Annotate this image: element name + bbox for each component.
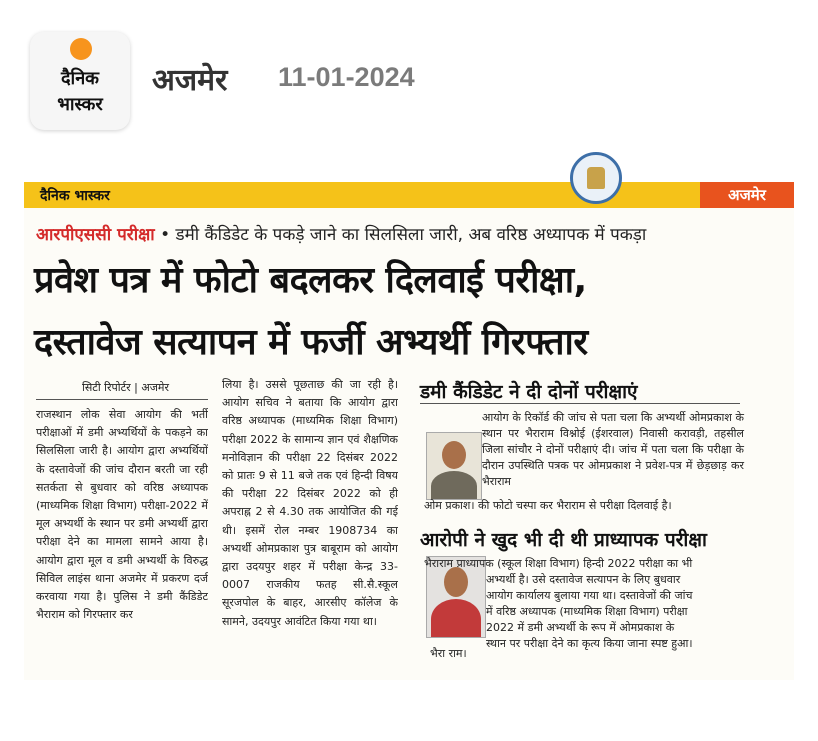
divider [420,403,740,404]
headline-line1: प्रवेश पत्र में फोटो बदलकर दिलवाई परीक्षा, [34,260,587,301]
sidebar2-line: स्थान पर परीक्षा देने का कृत्य किया जाना स्पष्ट हुआ। [486,637,693,650]
headline-line2: दस्तावेज सत्यापन में फर्जी अभ्यर्थी गिरफ्तार [34,322,588,363]
dainik-bhaskar-logo [30,32,130,130]
rpsc-emblem-icon [570,152,622,204]
sidebar2-line: भैराराम प्राध्यापक (स्कूल शिक्षा विभाग) हिन्दी 2022 परीक्षा का भी [424,557,693,570]
sidebar1-text: आयोग के रिकॉर्ड की जांच से पता चला कि अभ्यर्थी ओमप्रकाश के स्थान पर भैराराम विश्नोई (ईशरवाल) निवासी करावड़ी, तहसील जिला सांचौर ने दोनों परीक्षाएं दी। जांच में पता चला कि परीक्षा के दौरान उपस्थिति पत्रक पर ओमप्रकाश ने प्रवेश-पत्र में छेड़छाड़ कर भैराराम [482,411,744,488]
sidebar2-line: 2022 में डमी अभ्यर्थी के रूप में ओमप्रकाश के [486,621,675,634]
sidebar2-line: अभ्यर्थी है। उसे दस्तावेज सत्यापन के लिए बुधवार [486,573,681,586]
article-column-2: लिया है। उससे पूछताछ की जा रही है। आयोग सचिव ने बताया कि आयोग द्वारा वरिष्ठ अध्यापक (माध्यमिक शिक्षा विभाग) परीक्षा 2022 के सामान्य ज्ञान एवं शैक्षणिक मनोविज्ञान की परीक्षा 22 दिसंबर 2022 को प्रातः 9 से 11 बजे तक एवं हिन्दी विषय की परीक्षा 22 दिसंबर 2022 को ही अपराह्न 2 से 4.30 तक आयोजित की गई थी। इसमें रोल नम्बर 1908734 का अभ्यर्थी ओमप्रकाश पुत्र बाबूराम को आयोग द्वारा उदयपुर शहर में परीक्षा केन्द्र 33-0007 राजकीय फतह सी.सै.स्कूल सूरजपोल के बाहर, आरसीए कॉलेज के सामने, उदयपुर आवंटित किया गया था। [222,378,398,628]
sidebar2-title: आरोपी ने खुद भी दी थी प्राध्यापक परीक्षा [420,529,707,551]
sun-icon [70,38,92,60]
kicker-label: आरपीएससी परीक्षा [36,225,155,245]
band-brand: दैनिक भास्कर [40,188,110,204]
header-city: अजमेर [152,63,228,98]
article-column-1: राजस्थान लोक सेवा आयोग की भर्ती परीक्षाओं में डमी अभ्यर्थियों के पकड़ने का सिलसिला जारी है। आयोग द्वारा अभ्यर्थियों के दस्तावेजों की जांच दौरान बरती जा रही सतर्कता से बुधवार को वरिष्ठ अध्यापक (माध्यमिक शिक्षा विभाग) परीक्षा-2022 में मूल अभ्यर्थी के स्थान पर डमी अभ्यर्थी द्वारा परीक्षा देने का मामला सामने आया है। आयोग द्वारा मूल व डमी अभ्यर्थी के विरुद्ध सिविल लाइंस थाना अजमेर में प्रकरण दर्ज करवाया गया है। पुलिस ने डमी कैंडिडेट भैराराम को गिरफ्तार कर [36,408,208,622]
sidebar1-title: डमी कैंडिडेट ने दी दोनों परीक्षाएं [420,381,638,403]
kicker-text: • डमी कैंडिडेट के पकड़े जाने का सिलसिला जारी, अब वरिष्ठ अध्यापक में पकड़ा [154,225,647,245]
masthead-band [24,182,794,208]
logo-text-line2: भास्कर [57,94,103,115]
sidebar1-text-bottom: ओम प्रकाश। की फोटो चस्पा कर भैराराम से परीक्षा दिलवाई है। [424,499,672,512]
sidebar2-line: आयोग कार्यालय बुलाया गया था। दस्तावेजों की जांच [486,589,693,602]
article-kicker [36,222,646,245]
logo-text-line1: दैनिक [60,68,100,89]
band-city-tag: अजमेर [700,182,794,208]
photo-omprakash [426,432,482,500]
sidebar2-text [424,556,744,652]
photo-caption: भैरा राम। [430,647,467,660]
byline: सिटी रिपोर्टर | अजमेर [82,381,170,394]
divider [36,399,208,400]
header-date: 11-01-2024 [278,62,415,92]
sidebar2-line: में वरिष्ठ अध्यापक (माध्यमिक शिक्षा विभाग) परीक्षा [486,605,688,618]
